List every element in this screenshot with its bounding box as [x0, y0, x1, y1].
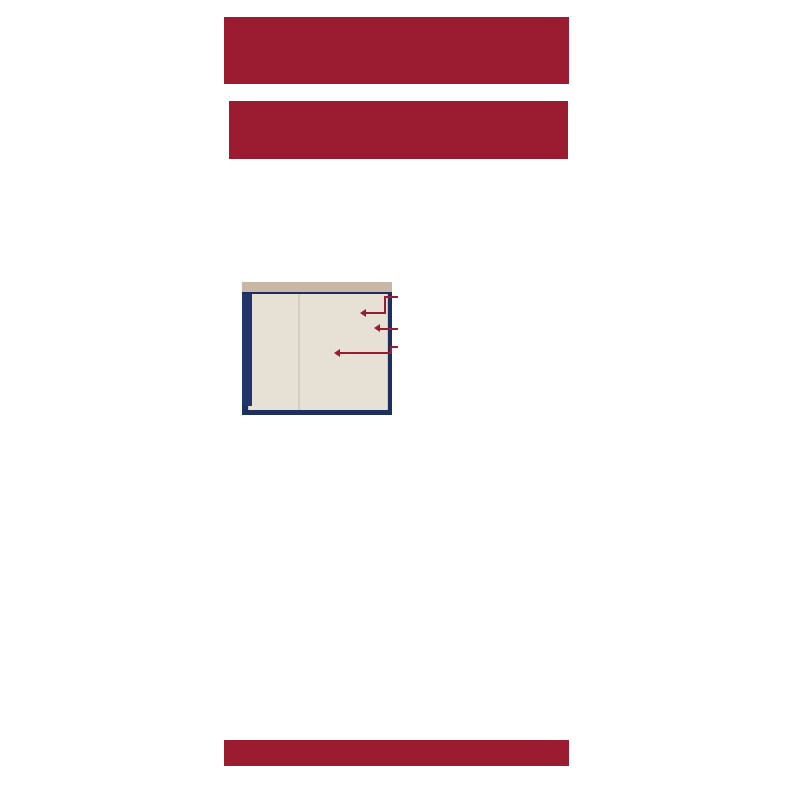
callout-line: [366, 312, 386, 314]
title-banner: [229, 101, 568, 159]
product-photo: [242, 282, 392, 415]
callout-line: [380, 328, 398, 330]
callout-line: [384, 296, 398, 298]
product-code-banner: [224, 17, 569, 84]
arrow-left-icon: [374, 324, 380, 332]
arrow-left-icon: [334, 349, 340, 357]
callout-line: [340, 352, 392, 354]
footer-banner: [224, 740, 569, 766]
callout-line: [390, 346, 398, 348]
